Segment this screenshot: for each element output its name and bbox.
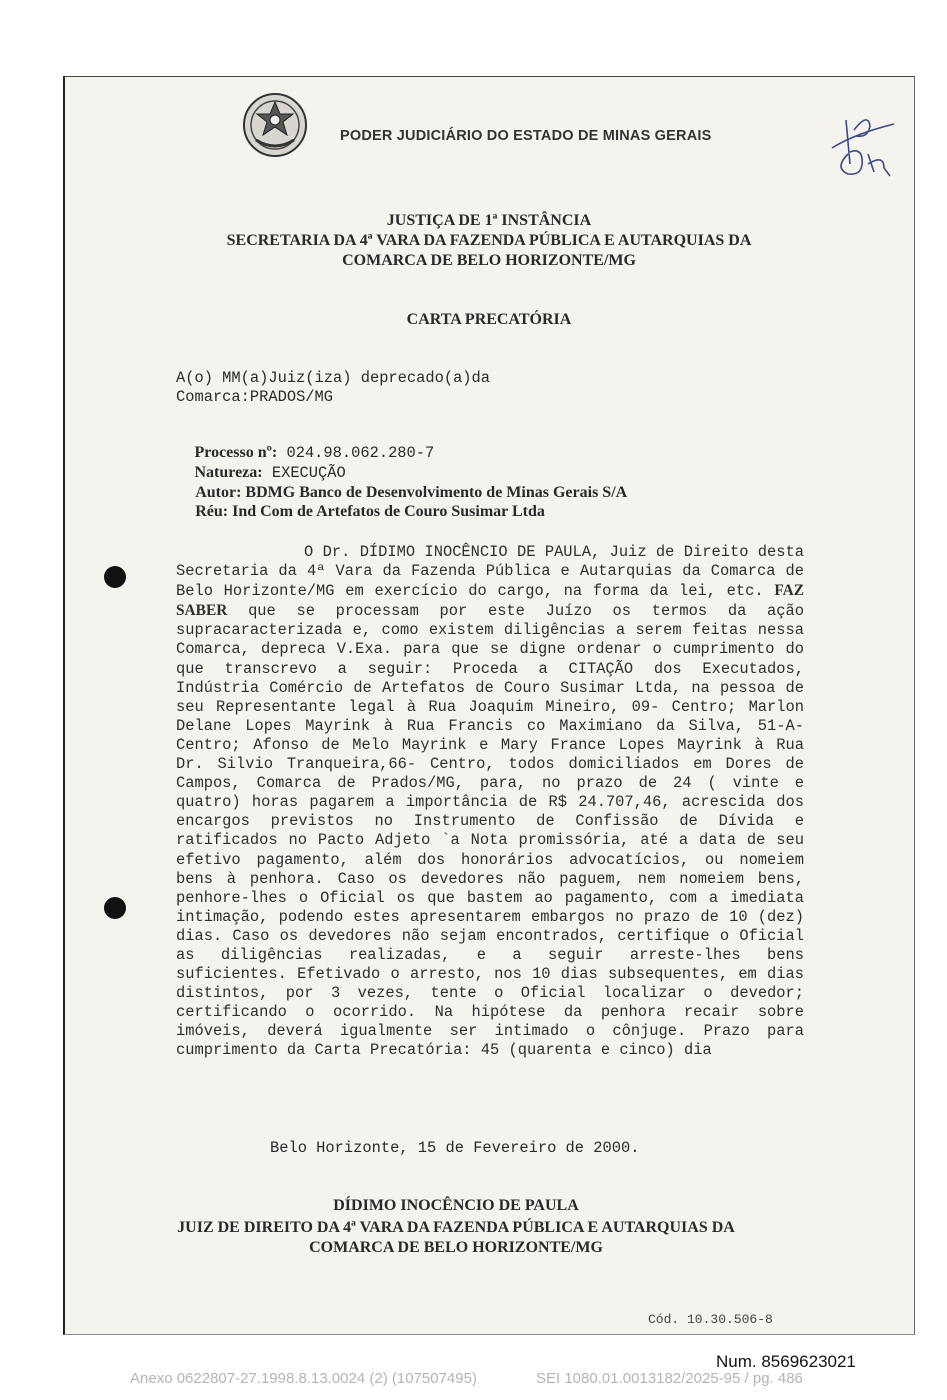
processo-value: 024.98.062.280-7 bbox=[277, 444, 435, 462]
reu-row bbox=[176, 485, 545, 521]
body-part1: O Dr. DÍDIMO INOCÊNCIO DE PAULA, Juiz de Direito desta Secretaria da 4ª Vara da Fazenda Pública e Autarquias da Comarca de Belo Horizonte/MG em exercício do cargo, na forma da lei, etc. bbox=[176, 543, 804, 601]
autor-value: BDMG Banco de Desenvolvimento de Minas Gerais S/A bbox=[241, 484, 628, 501]
footer-annex: Anexo 0622807-27.1998.8.13.0024 (2) (107507495) bbox=[130, 1370, 477, 1387]
processo-label: Processo nº: bbox=[194, 444, 278, 461]
reu-label: Réu: bbox=[195, 503, 229, 520]
footer-num: Num. 8569623021 bbox=[716, 1352, 856, 1371]
judge-title-line2: COMARCA DE BELO HORIZONTE/MG bbox=[309, 1239, 603, 1256]
footer-sei: SEI 1080.01.0013182/2025-95 / pg. 486 bbox=[536, 1370, 803, 1387]
punch-hole-bottom bbox=[104, 897, 126, 919]
coat-of-arms-icon bbox=[242, 92, 308, 158]
natureza-value: EXECUÇÃO bbox=[262, 464, 346, 482]
date-line: Belo Horizonte, 15 de Fevereiro de 2000. bbox=[270, 1139, 640, 1157]
body-paragraph bbox=[176, 543, 804, 1061]
autor-label: Autor: bbox=[195, 484, 242, 501]
addressee-line2: Comarca:PRADOS/MG bbox=[176, 388, 334, 406]
court-heading-line3: COMARCA DE BELO HORIZONTE/MG bbox=[342, 252, 636, 269]
court-heading-line1: JUSTIÇA DE 1ª INSTÂNCIA bbox=[386, 212, 592, 229]
document-code: Cód. 10.30.506-8 bbox=[648, 1312, 773, 1327]
judge-name: DÍDIMO INOCÊNCIO DE PAULA bbox=[333, 1197, 579, 1214]
header-organization: PODER JUDICIÁRIO DO ESTADO DE MINAS GERAIS bbox=[340, 128, 712, 144]
punch-hole-top bbox=[104, 566, 126, 588]
judge-title-line1: JUIZ DE DIREITO DA 4ª VARA DA FAZENDA PÚBLICA E AUTARQUIAS DA bbox=[177, 1219, 735, 1236]
faz-saber: FAZ SABER bbox=[176, 582, 805, 620]
addressee-line1: A(o) MM(a)Juiz(iza) deprecado(a)da bbox=[176, 369, 491, 387]
body-part2: que se processam por este Juízo os termos da ação supracaracterizada e, como existem diligências a serem feitas nessa Comarca, depreca V.Exa. para que se digne ordenar o cumprimento do que transcrevo a seguir: Proceda a CITAÇÃO dos Executados, Indústria Comércio de Artefatos de Couro Susimar Ltda, na pessoa de seu Representante legal à Rua Joaquim Mineiro, 09- Centro; Marlon Delane Lopes Mayrink à Rua Francis co Maximiano da Silva, 51-A- Centro; Afonso de Melo Mayrink e Mary France Lopes Mayrink à Rua Dr. Silvio Tranqueira,66- Centro, todos domiciliados em Dores de Campos, Comarca de Prados/MG, para, no prazo de 24 ( vinte e quatro) horas pagarem a importância de R$ 24.707,46, acrescida dos encargos previstos no Instrumento de Confissão de Dívida e ratificados no Pacto Adjeto `a Nota promissória, até a data de seu efetivo pagamento, além dos honorários advocatícios, ou nomeiem bens à penhora. Caso os devedores não paguem, nem nomeiem bens, penhore-lhes o Oficial os que bastem ao pagamento, com a imediata intimação, podendo estes apresentarem embargos no prazo de 10 (dez) dias. Caso os devedores não sejam encontrados, certifique o Oficial as diligências realizadas, e a seguir arreste-lhes bens suficientes. Efetivado o arresto, nos 10 dias subsequentes, em dias distintos, por 3 vezes, tente o Oficial localizar o devedor; certificando o ocorrido. Na hipótese da penhora recair sobre imóveis, deverá igualmente ser intimado o cônjuge. Prazo para cumprimento da Carta Precatória: 45 (quarenta e cinco) dia bbox=[176, 602, 804, 1060]
reu-value: Ind Com de Artefatos de Couro Susimar Ltda bbox=[228, 503, 545, 520]
natureza-label: Natureza: bbox=[194, 464, 263, 481]
court-heading-line2: SECRETARIA DA 4ª VARA DA FAZENDA PÚBLICA E AUTARQUIAS DA bbox=[226, 232, 752, 249]
document-title: CARTA PRECATÓRIA bbox=[406, 311, 572, 328]
